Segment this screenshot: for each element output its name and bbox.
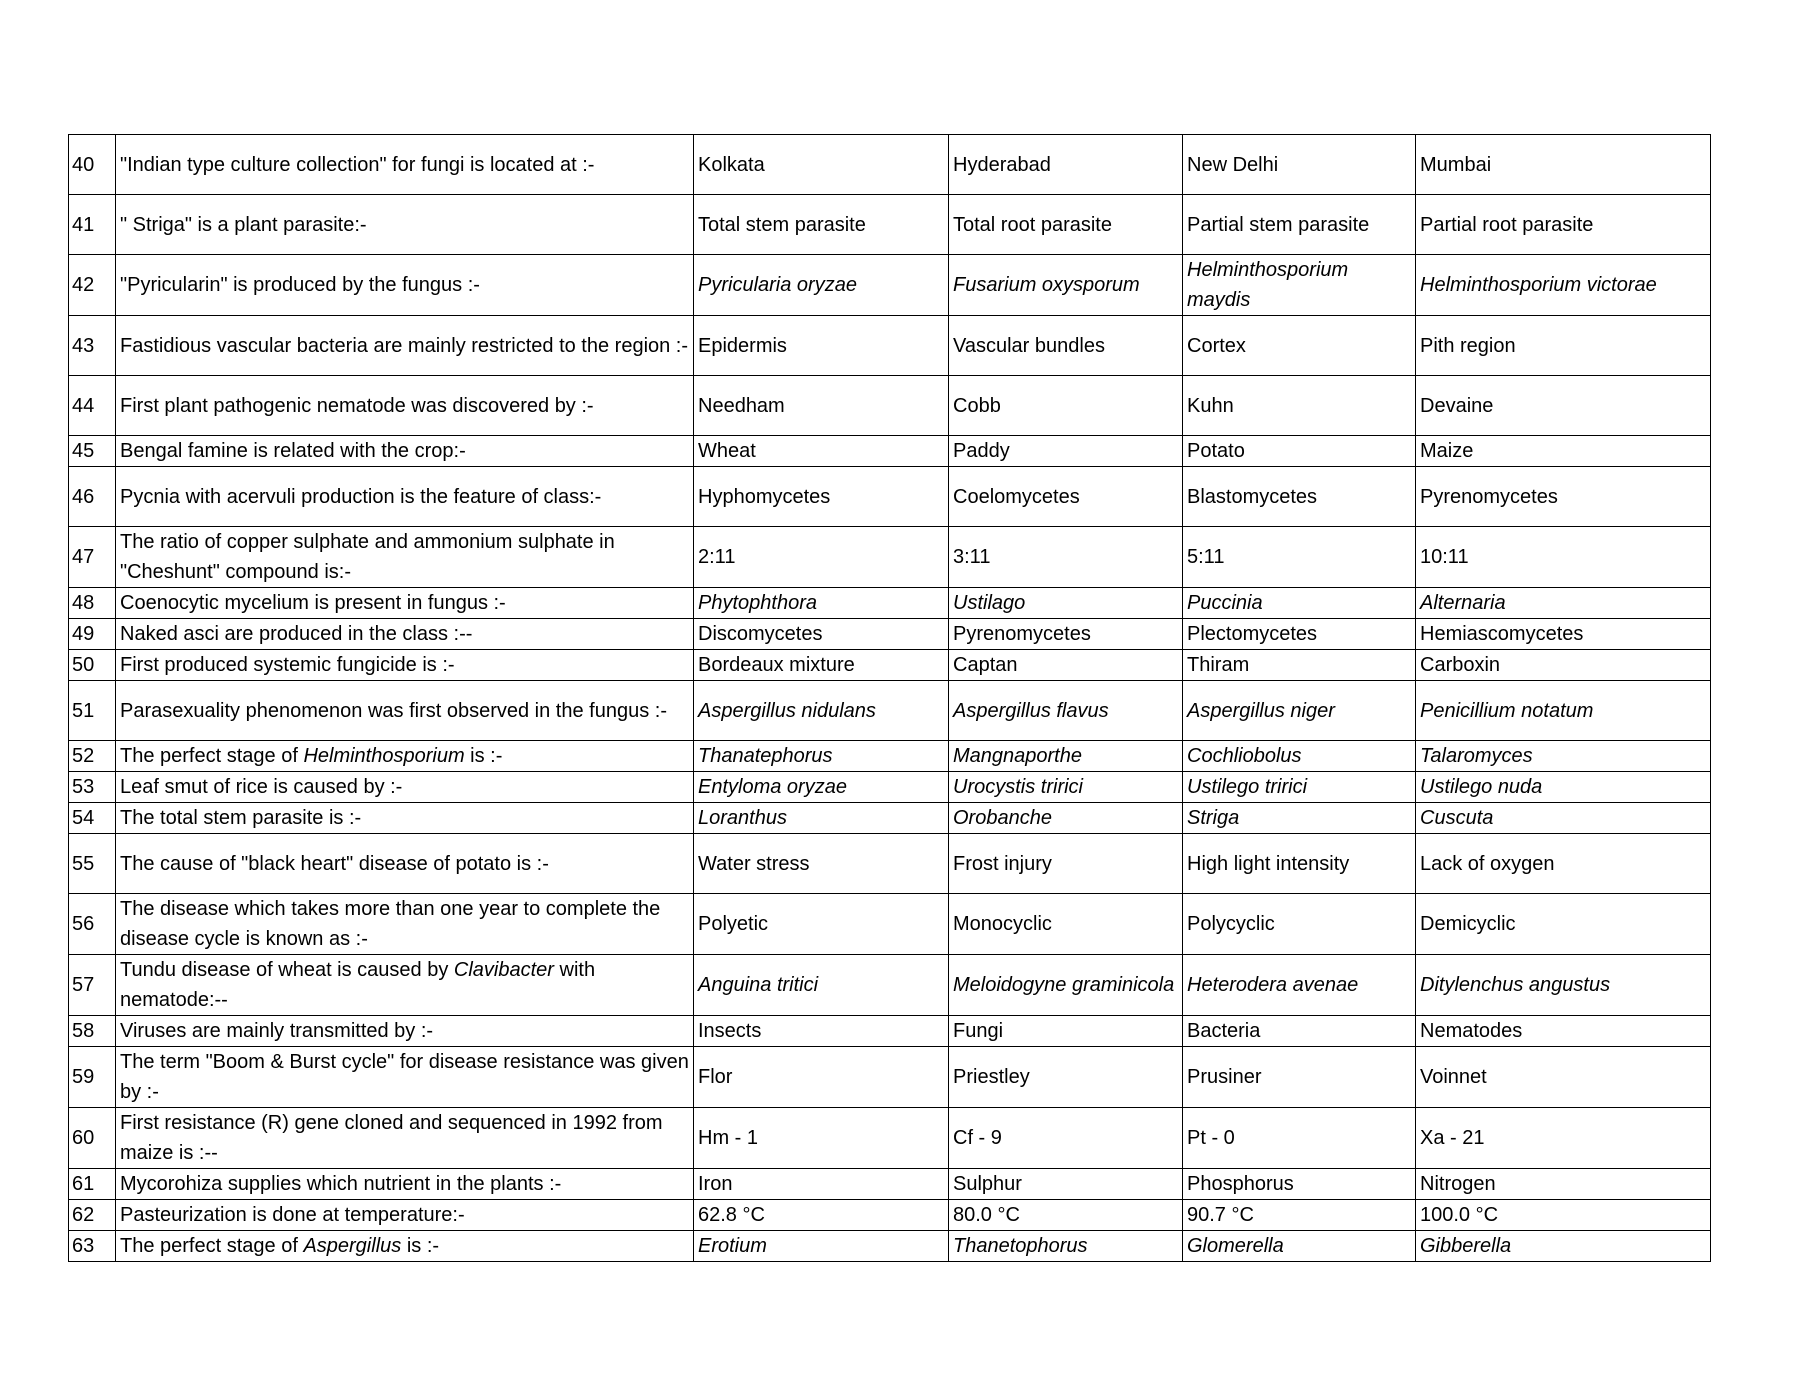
question-text [116, 376, 694, 436]
option-d: Penicillium notatum [1416, 681, 1711, 741]
question-number: 59 [69, 1047, 116, 1108]
option-a: Needham [694, 376, 949, 436]
question-text [116, 527, 694, 588]
question-text-segment: Helminthosporium [303, 745, 465, 767]
option-d: Partial root parasite [1416, 195, 1711, 255]
option-c: Pt - 0 [1183, 1108, 1416, 1169]
option-b: Thanetophorus [949, 1231, 1183, 1262]
option-b: Total root parasite [949, 195, 1183, 255]
option-c: Puccinia [1183, 588, 1416, 619]
option-b: Frost injury [949, 834, 1183, 894]
option-c: High light intensity [1183, 834, 1416, 894]
option-c: Cortex [1183, 316, 1416, 376]
question-number: 44 [69, 376, 116, 436]
table-row [69, 588, 1711, 619]
question-text-segment: Pycnia with acervuli production is the feature of class:- [120, 485, 602, 508]
question-text-segment: First produced systemic fungicide is :- [120, 654, 455, 676]
table-row [69, 834, 1711, 894]
question-text [116, 1016, 694, 1047]
table-row [69, 681, 1711, 741]
question-text-segment: The term "Boom & Burst cycle" for disease resistance was given by :- [120, 1051, 689, 1103]
question-table [68, 134, 1711, 1262]
option-b: Pyrenomycetes [949, 619, 1183, 650]
option-a: Thanatephorus [694, 741, 949, 772]
table-row [69, 741, 1711, 772]
option-a: Entyloma oryzae [694, 772, 949, 803]
question-text-segment: Parasexuality phenomenon was first observed in the fungus :- [120, 699, 667, 722]
table-row [69, 1016, 1711, 1047]
question-text-segment: Aspergillus [303, 1235, 402, 1257]
table-row [69, 467, 1711, 527]
table-row [69, 955, 1711, 1016]
question-text [116, 255, 694, 316]
option-b: Coelomycetes [949, 467, 1183, 527]
option-c: Helminthosporium maydis [1183, 255, 1416, 316]
option-a: Aspergillus nidulans [694, 681, 949, 741]
question-text [116, 1169, 694, 1200]
question-text-segment: First resistance (R) gene cloned and sequenced in 1992 from maize is :-- [120, 1112, 663, 1164]
table-row [69, 894, 1711, 955]
question-text-segment: The cause of "black heart" disease of potato is :- [120, 852, 549, 875]
question-text [116, 316, 694, 376]
option-d: Devaine [1416, 376, 1711, 436]
question-text [116, 681, 694, 741]
question-number: 45 [69, 436, 116, 467]
question-number: 62 [69, 1200, 116, 1231]
question-text [116, 436, 694, 467]
option-d: Pith region [1416, 316, 1711, 376]
question-number: 60 [69, 1108, 116, 1169]
option-a: Kolkata [694, 135, 949, 195]
option-c: Glomerella [1183, 1231, 1416, 1262]
option-a: Total stem parasite [694, 195, 949, 255]
question-text-segment: First plant pathogenic nematode was discovered by :- [120, 394, 594, 417]
question-text-segment: Leaf smut of rice is caused by :- [120, 776, 403, 798]
question-text [116, 741, 694, 772]
option-a: Pyricularia oryzae [694, 255, 949, 316]
question-text-segment: is :- [464, 745, 503, 767]
question-text-segment: "Indian type culture collection" for fungi is located at :- [120, 153, 595, 176]
option-b: Aspergillus flavus [949, 681, 1183, 741]
question-number: 49 [69, 619, 116, 650]
question-text [116, 195, 694, 255]
table-row [69, 255, 1711, 316]
question-text [116, 1231, 694, 1262]
question-number: 43 [69, 316, 116, 376]
question-text [116, 135, 694, 195]
option-a: Erotium [694, 1231, 949, 1262]
question-text-segment: Naked asci are produced in the class :-- [120, 623, 473, 645]
option-b: Captan [949, 650, 1183, 681]
option-d: Nitrogen [1416, 1169, 1711, 1200]
option-a: 2:11 [694, 527, 949, 588]
option-c: Aspergillus niger [1183, 681, 1416, 741]
option-c: New Delhi [1183, 135, 1416, 195]
option-d: Hemiascomycetes [1416, 619, 1711, 650]
question-text-segment: The disease which takes more than one year to complete the disease cycle is known as :- [120, 898, 661, 950]
table-row [69, 436, 1711, 467]
table-row [69, 1047, 1711, 1108]
option-c: Potato [1183, 436, 1416, 467]
option-c: Thiram [1183, 650, 1416, 681]
option-b: Cobb [949, 376, 1183, 436]
question-text [116, 588, 694, 619]
question-number: 52 [69, 741, 116, 772]
option-c: Bacteria [1183, 1016, 1416, 1047]
option-b: 3:11 [949, 527, 1183, 588]
question-text-segment: with nematode:-- [120, 959, 596, 1011]
option-b: Ustilago [949, 588, 1183, 619]
question-number: 57 [69, 955, 116, 1016]
question-text-segment: Mycorohiza supplies which nutrient in the plants :- [120, 1173, 562, 1195]
option-c: 90.7 °C [1183, 1200, 1416, 1231]
question-text [116, 834, 694, 894]
option-a: 62.8 °C [694, 1200, 949, 1231]
question-number: 63 [69, 1231, 116, 1262]
question-text-segment: The perfect stage of [120, 1235, 304, 1257]
question-text [116, 1200, 694, 1231]
option-c: 5:11 [1183, 527, 1416, 588]
option-a: Epidermis [694, 316, 949, 376]
question-text-segment: The ratio of copper sulphate and ammonium sulphate in "Cheshunt" compound is:- [120, 531, 615, 583]
option-d: Demicyclic [1416, 894, 1711, 955]
question-number: 50 [69, 650, 116, 681]
question-text [116, 803, 694, 834]
option-b: Priestley [949, 1047, 1183, 1108]
question-text-segment: Tundu disease of wheat is caused by [120, 959, 454, 981]
option-c: Prusiner [1183, 1047, 1416, 1108]
question-number: 51 [69, 681, 116, 741]
question-number: 42 [69, 255, 116, 316]
question-number: 55 [69, 834, 116, 894]
option-d: Mumbai [1416, 135, 1711, 195]
question-text [116, 1108, 694, 1169]
question-number: 54 [69, 803, 116, 834]
option-d: Carboxin [1416, 650, 1711, 681]
table-row [69, 195, 1711, 255]
option-a: Flor [694, 1047, 949, 1108]
table-row [69, 1108, 1711, 1169]
question-text-segment: Viruses are mainly transmitted by :- [120, 1020, 434, 1042]
question-number: 46 [69, 467, 116, 527]
option-d: 100.0 °C [1416, 1200, 1711, 1231]
question-number: 53 [69, 772, 116, 803]
option-a: Hyphomycetes [694, 467, 949, 527]
option-c: Plectomycetes [1183, 619, 1416, 650]
question-number: 41 [69, 195, 116, 255]
table-row [69, 316, 1711, 376]
question-number: 58 [69, 1016, 116, 1047]
question-text-segment: Fastidious vascular bacteria are mainly restricted to the region :- [120, 334, 689, 357]
option-d: 10:11 [1416, 527, 1711, 588]
question-text-segment: Clavibacter [453, 959, 554, 981]
table-row [69, 1200, 1711, 1231]
question-text-segment: is :- [401, 1235, 440, 1257]
option-a: Wheat [694, 436, 949, 467]
table-row [69, 527, 1711, 588]
option-d: Ditylenchus angustus [1416, 955, 1711, 1016]
option-c: Heterodera avenae [1183, 955, 1416, 1016]
question-text-segment: Pasteurization is done at temperature:- [120, 1204, 465, 1226]
question-text [116, 1047, 694, 1108]
option-d: Alternaria [1416, 588, 1711, 619]
question-text-segment: " Striga" is a plant parasite:- [120, 213, 367, 236]
option-a: Iron [694, 1169, 949, 1200]
option-b: Fungi [949, 1016, 1183, 1047]
option-a: Bordeaux mixture [694, 650, 949, 681]
option-c: Partial stem parasite [1183, 195, 1416, 255]
option-b: Meloidogyne graminicola [949, 955, 1183, 1016]
table-row [69, 772, 1711, 803]
question-table-body [69, 135, 1711, 1262]
table-row [69, 650, 1711, 681]
option-b: Paddy [949, 436, 1183, 467]
option-b: 80.0 °C [949, 1200, 1183, 1231]
question-text [116, 467, 694, 527]
table-row [69, 1231, 1711, 1262]
question-number: 47 [69, 527, 116, 588]
option-d: Pyrenomycetes [1416, 467, 1711, 527]
option-c: Blastomycetes [1183, 467, 1416, 527]
option-d: Nematodes [1416, 1016, 1711, 1047]
option-d: Helminthosporium victorae [1416, 255, 1711, 316]
table-row [69, 376, 1711, 436]
option-c: Phosphorus [1183, 1169, 1416, 1200]
option-a: Polyetic [694, 894, 949, 955]
question-text [116, 772, 694, 803]
question-number: 40 [69, 135, 116, 195]
option-d: Talaromyces [1416, 741, 1711, 772]
option-b: Monocyclic [949, 894, 1183, 955]
question-text [116, 894, 694, 955]
option-a: Discomycetes [694, 619, 949, 650]
option-b: Vascular bundles [949, 316, 1183, 376]
option-c: Polycyclic [1183, 894, 1416, 955]
option-b: Hyderabad [949, 135, 1183, 195]
option-a: Anguina tritici [694, 955, 949, 1016]
option-b: Urocystis tririci [949, 772, 1183, 803]
option-c: Cochliobolus [1183, 741, 1416, 772]
option-a: Water stress [694, 834, 949, 894]
option-b: Fusarium oxysporum [949, 255, 1183, 316]
option-a: Loranthus [694, 803, 949, 834]
option-d: Maize [1416, 436, 1711, 467]
option-c: Kuhn [1183, 376, 1416, 436]
question-text [116, 955, 694, 1016]
table-row [69, 803, 1711, 834]
option-b: Mangnaporthe [949, 741, 1183, 772]
question-text-segment: "Pyricularin" is produced by the fungus :- [120, 274, 480, 296]
option-d: Cuscuta [1416, 803, 1711, 834]
question-number: 61 [69, 1169, 116, 1200]
option-b: Sulphur [949, 1169, 1183, 1200]
question-text [116, 650, 694, 681]
question-text-segment: The perfect stage of [120, 745, 304, 767]
question-number: 48 [69, 588, 116, 619]
question-text-segment: Bengal famine is related with the crop:- [120, 440, 466, 462]
option-b: Orobanche [949, 803, 1183, 834]
option-a: Insects [694, 1016, 949, 1047]
option-c: Striga [1183, 803, 1416, 834]
option-d: Gibberella [1416, 1231, 1711, 1262]
option-c: Ustilego tririci [1183, 772, 1416, 803]
option-d: Xa - 21 [1416, 1108, 1711, 1169]
option-a: Phytophthora [694, 588, 949, 619]
question-text-segment: Coenocytic mycelium is present in fungus :- [120, 592, 506, 614]
option-d: Voinnet [1416, 1047, 1711, 1108]
option-d: Lack of oxygen [1416, 834, 1711, 894]
table-row [69, 135, 1711, 195]
question-number: 56 [69, 894, 116, 955]
table-row [69, 1169, 1711, 1200]
question-text [116, 619, 694, 650]
option-d: Ustilego nuda [1416, 772, 1711, 803]
table-row [69, 619, 1711, 650]
option-b: Cf - 9 [949, 1108, 1183, 1169]
question-text-segment: The total stem parasite is :- [120, 807, 362, 829]
option-a: Hm - 1 [694, 1108, 949, 1169]
